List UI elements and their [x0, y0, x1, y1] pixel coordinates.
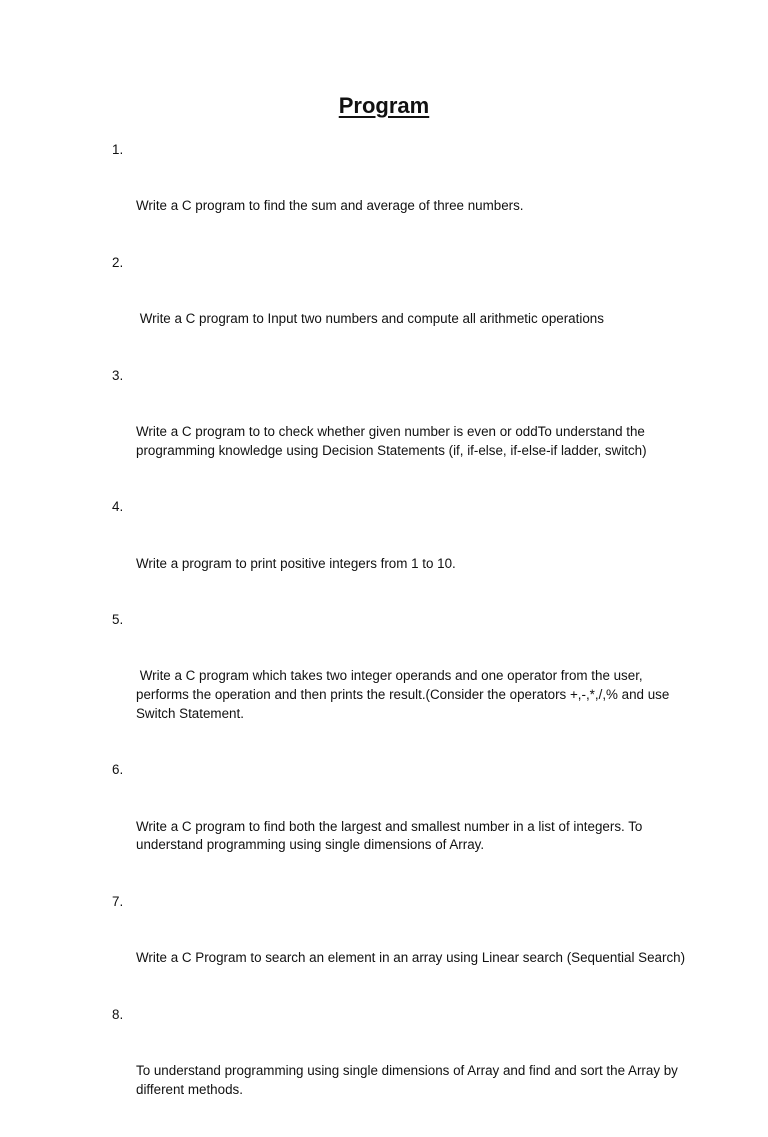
- program-list: [112, 141, 687, 1137]
- list-item-number: 2.: [112, 254, 124, 270]
- list-item-text: Write a C program to to check whether given number is even or oddTo understand the programming knowledge using Decision Statements (if, if-else, if-else-if ladder, switch): [136, 423, 649, 458]
- list-item-text: Write a C program to Input two numbers and compute all arithmetic operations: [136, 311, 604, 327]
- list-item-number: 4.: [112, 499, 124, 515]
- list-item-text: Write a C Program to search an element in an array using Linear search (Sequential Search): [136, 950, 686, 966]
- list-item-number: 7.: [112, 893, 124, 909]
- list-item: [112, 254, 687, 367]
- list-item-number: 1.: [112, 142, 124, 157]
- list-item: [112, 141, 687, 254]
- list-item-text: Write a C program which takes two integer operands and one operator from the user, performs the operation and then prints the result.(Consider the operators +,-,*,/,% and use Switch Statement.: [136, 668, 674, 721]
- list-item-number: 6.: [112, 762, 124, 778]
- list-item: [112, 367, 687, 499]
- list-item-text: To understand programming using single dimensions of Array and find and sort the Array by different methods.: [136, 1063, 682, 1097]
- page-title: Program: [338, 93, 430, 118]
- list-item: [112, 761, 687, 893]
- list-item: [112, 893, 687, 1006]
- list-item: [112, 498, 687, 611]
- list-item-text: Write a C program to find both the largest and smallest number in a list of integers. To understand programming using single dimensions of Array.: [136, 818, 647, 853]
- list-item-text: Write a program to print positive integers from 1 to 10.: [136, 555, 456, 571]
- list-item-number: 8.: [112, 1006, 124, 1022]
- list-item: [112, 1006, 687, 1137]
- list-item: [112, 611, 687, 761]
- list-item-number: 5.: [112, 611, 124, 627]
- list-item-text: Write a C program to find the sum and average of three numbers.: [136, 198, 524, 214]
- list-item-number: 3.: [112, 367, 124, 383]
